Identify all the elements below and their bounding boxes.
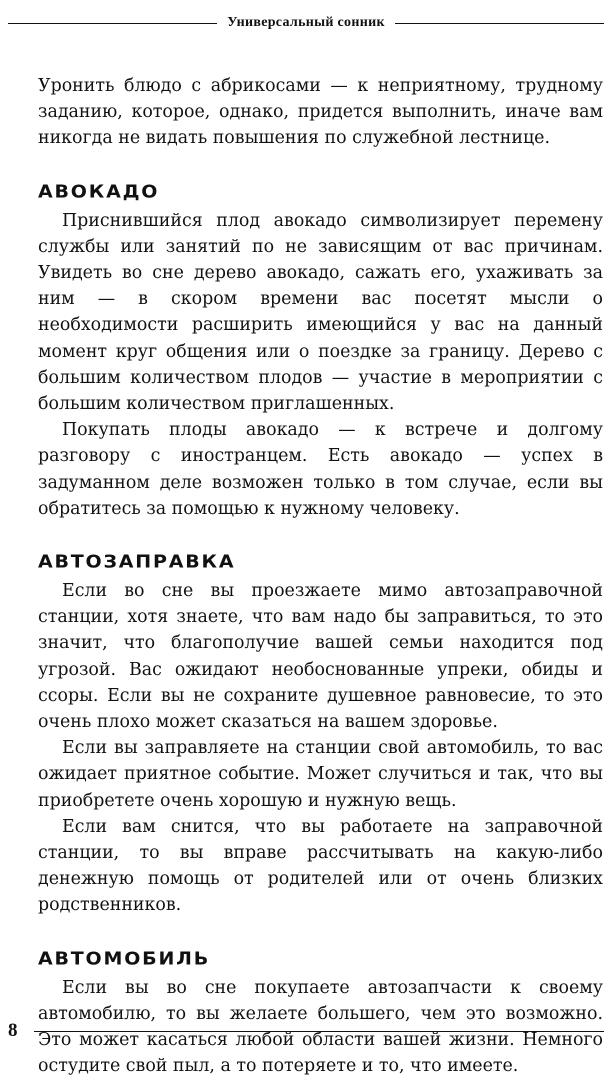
entry-paragraph: Если вы заправляете на станции свой автомобиль, то вас ожидает приятное событие. Может случиться и так, что вы приобретете очень хорошую и нужную вещь. (38, 738, 603, 811)
entry-avocado (38, 176, 603, 522)
header-rule-right (395, 23, 604, 24)
entry-paragraph: Если во сне вы проезжаете мимо автозаправочной станции, хотя знаете, что вам надо бы заправиться, то это значит, что благополучие вашей семьи находится под угрозой. Вас ожидают необоснованные упреки, обиды и ссоры. Если вы не сохраните душевное равновесие, то это очень плохо может сказаться на вашем здоровье. (38, 581, 603, 733)
intro-paragraph: Уронить блюдо с абрикосами — к неприятному, трудному заданию, которое, однако, придется выполнить, иначе вам никогда не видать повышения по служебной лестнице. (38, 76, 603, 149)
header-title: Универсальный сонник (227, 15, 385, 30)
entry-heading: АВОКАДО (38, 181, 160, 202)
entry-gas-station (38, 546, 603, 919)
header-rule-left (8, 23, 217, 24)
entry-heading: АВТОЗАПРАВКА (38, 551, 236, 573)
footer-rule (34, 1031, 605, 1032)
entry-car (38, 943, 603, 1080)
page-number: 8 (8, 1020, 18, 1041)
page-footer (8, 1018, 604, 1044)
running-header (8, 8, 604, 38)
entry-paragraph: Если вы во сне покупаете автозапчасти к своему автомобилю, то вы желаете большего, чем это возможно. Это может касаться любой области вашей жизни. Немного остудите свой пыл, а то потеряете и то, что имеете. (38, 977, 603, 1077)
entry-paragraph: Если вам снится, что вы работаете на заправочной станции, то вы вправе рассчитывать на какую-либо денежную помощь от родителей или от очень близких родственников. (38, 816, 603, 916)
page-body (38, 73, 603, 1080)
entry-paragraph: Покупать плоды авокадо — к встрече и долгому разговору с иностранцем. Есть авокадо — успех в задуманном деле возможен только в том случае, если вы обратитесь за помощью к нужному человеку. (38, 420, 603, 519)
entry-heading: АВТОМОБИЛЬ (38, 948, 211, 969)
entry-paragraph: Приснившийся плод авокадо символизирует перемену службы или занятий по не зависящим от вас причинам. Увидеть во сне дерево авокадо, сажать его, ухаживать за ним — в скором времени вас посетят мысли о необходимости расширить имеющийся у вас на данный момент круг общения или о поездке за границу. Дерево с большим количеством плодов — участие в мероприятии с большим количеством приглашенных. (38, 210, 603, 415)
